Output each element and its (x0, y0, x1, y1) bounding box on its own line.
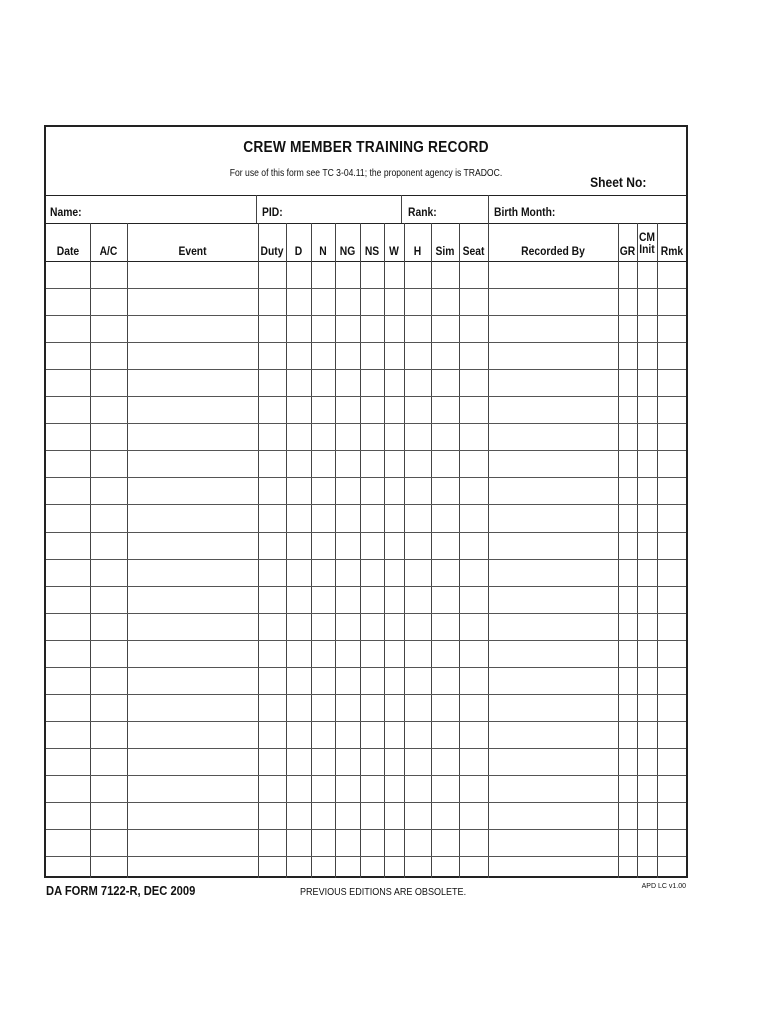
col-header-gr: GR (619, 244, 636, 258)
column-divider (618, 223, 619, 878)
table-row[interactable] (46, 532, 686, 533)
column-divider (258, 223, 259, 878)
column-divider (90, 223, 91, 878)
table-row[interactable] (46, 369, 686, 370)
init-label: Init (639, 242, 655, 256)
table-row[interactable] (46, 829, 686, 830)
cm-label: CM (638, 230, 656, 244)
table-row[interactable] (46, 315, 686, 316)
column-header-divider (46, 261, 686, 262)
form-title: CREW MEMBER TRAINING RECORD (243, 139, 489, 156)
info-divider (401, 195, 402, 223)
info-divider (256, 195, 257, 223)
version-label: APD LC v1.00 (641, 883, 686, 890)
info-row-divider (46, 223, 686, 224)
table-row[interactable] (46, 613, 686, 614)
table-row[interactable] (46, 342, 686, 343)
col-header-n: N (319, 244, 327, 258)
rank-field[interactable]: Rank: (408, 205, 437, 219)
table-row[interactable] (46, 586, 686, 587)
table-row[interactable] (46, 288, 686, 289)
training-record-form (44, 125, 688, 878)
col-header-ac: A/C (99, 244, 118, 258)
column-divider (360, 223, 361, 878)
column-divider (459, 223, 460, 878)
obsolete-notice: PREVIOUS EDITIONS ARE OBSOLETE. (300, 886, 467, 898)
column-divider (286, 223, 287, 878)
table-row[interactable] (46, 504, 686, 505)
column-divider (384, 223, 385, 878)
table-row[interactable] (46, 802, 686, 803)
table-row[interactable] (46, 640, 686, 641)
col-header-ns: NS (364, 244, 380, 258)
column-divider (311, 223, 312, 878)
column-divider (488, 223, 489, 878)
form-number: DA FORM 7122-R, DEC 2009 (46, 883, 196, 898)
table-row[interactable] (46, 667, 686, 668)
header-divider (46, 195, 686, 196)
col-header-event: Event (178, 244, 207, 258)
col-header-ng: NG (339, 244, 356, 258)
info-divider (488, 195, 489, 223)
column-divider (127, 223, 128, 878)
table-row[interactable] (46, 748, 686, 749)
sheet-number-label[interactable]: Sheet No: (589, 174, 646, 190)
form-subtitle: For use of this form see TC 3-04.11; the proponent agency is TRADOC. (229, 168, 503, 179)
table-row[interactable] (46, 559, 686, 560)
birth-month-field[interactable]: Birth Month: (494, 205, 556, 219)
table-row[interactable] (46, 694, 686, 695)
pid-field[interactable]: PID: (262, 205, 283, 219)
table-row[interactable] (46, 450, 686, 451)
column-divider (404, 223, 405, 878)
name-field[interactable]: Name: (50, 205, 82, 219)
col-header-d: D (294, 244, 303, 258)
table-row[interactable] (46, 423, 686, 424)
column-divider (431, 223, 432, 878)
table-row[interactable] (46, 775, 686, 776)
col-header-h: H (413, 244, 422, 258)
col-header-recorded-by: Recorded By (521, 244, 585, 258)
col-header-duty: Duty (260, 244, 284, 258)
col-header-seat: Seat (462, 244, 485, 258)
column-divider (637, 223, 638, 878)
col-header-sim: Sim (435, 244, 455, 258)
col-header-cm-init (638, 231, 655, 255)
col-header-w: W (389, 244, 399, 258)
table-row[interactable] (46, 477, 686, 478)
column-divider (657, 223, 658, 878)
col-header-date: Date (56, 244, 80, 258)
table-row[interactable] (46, 856, 686, 857)
table-row[interactable] (46, 721, 686, 722)
table-row[interactable] (46, 396, 686, 397)
col-header-rmk: Rmk (660, 244, 684, 258)
column-divider (335, 223, 336, 878)
